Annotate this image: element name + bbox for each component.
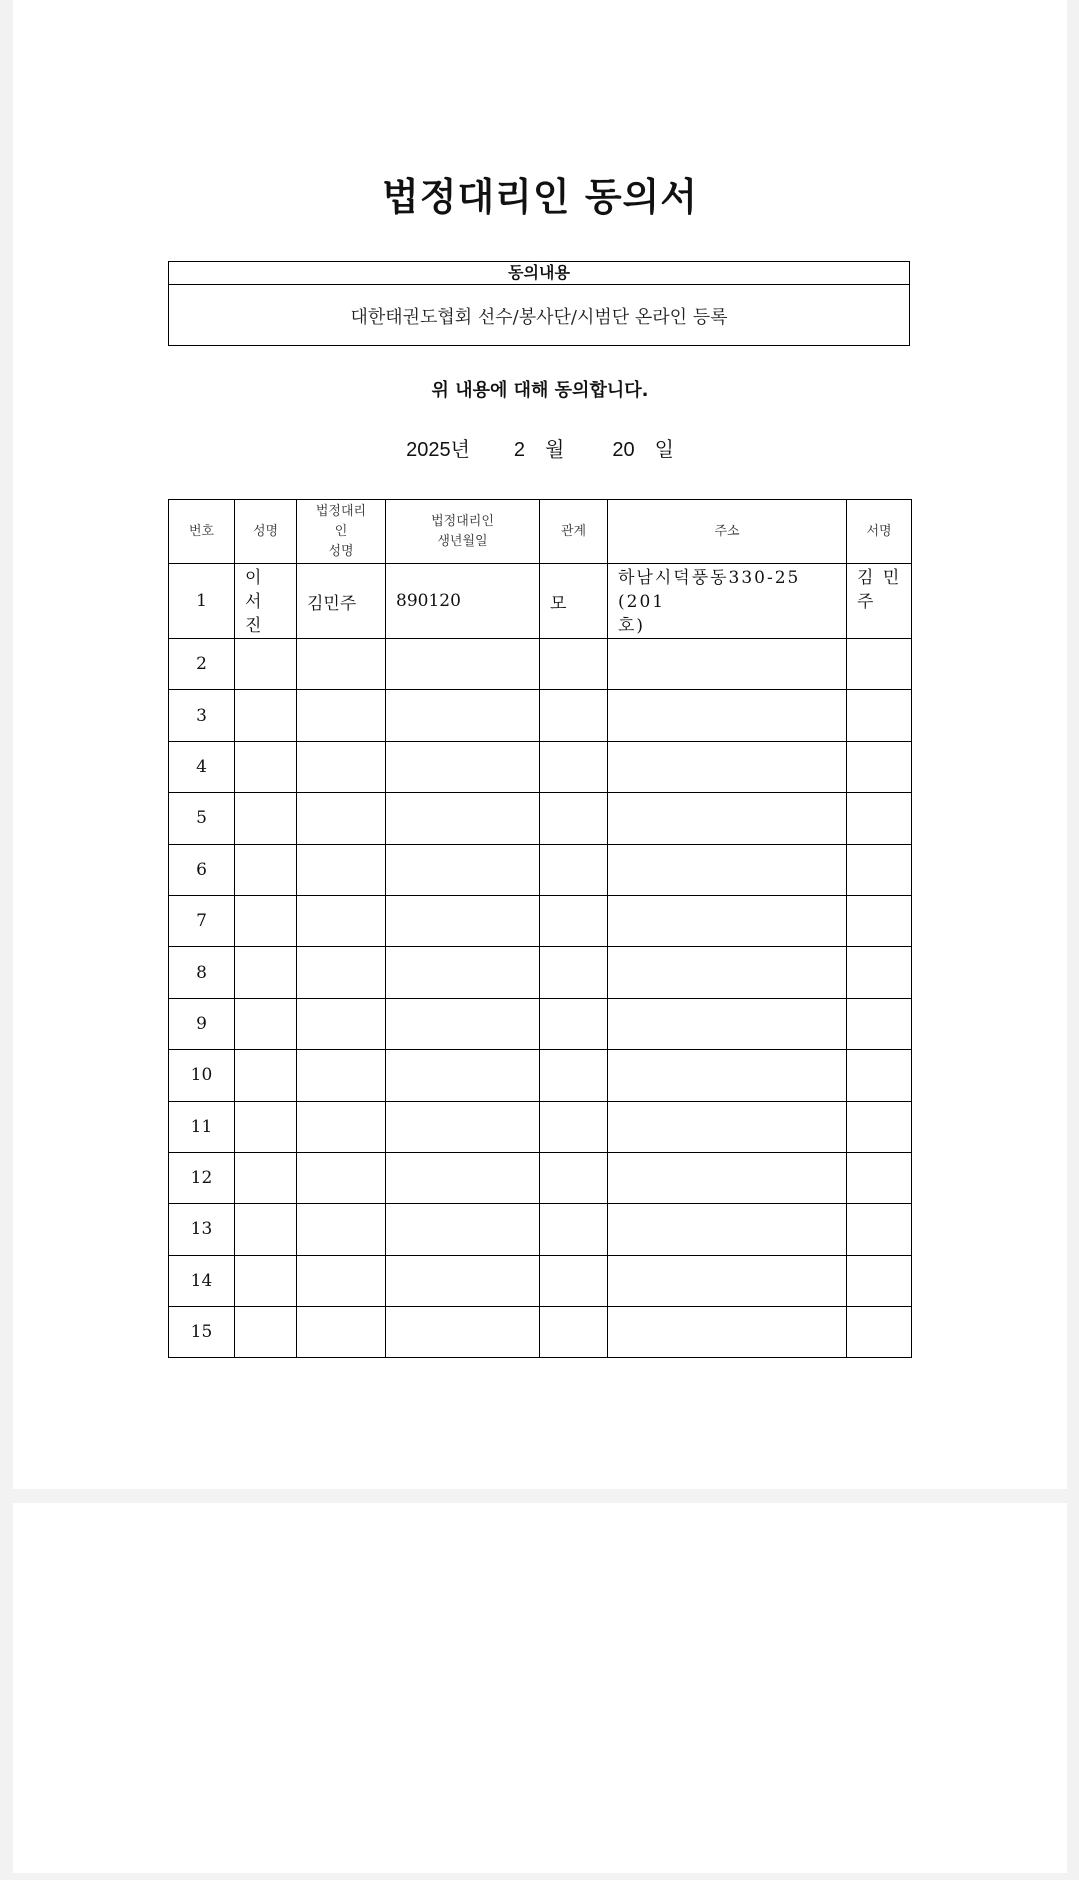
cell-name — [235, 844, 297, 895]
cell-address — [608, 998, 847, 1049]
cell-address — [608, 844, 847, 895]
cell-signature — [847, 1101, 912, 1152]
document-page-1 — [13, 0, 1067, 1489]
cell-name — [235, 1255, 297, 1306]
cell-no: 8 — [169, 947, 235, 998]
table-row — [169, 895, 912, 946]
cell-no: 6 — [169, 844, 235, 895]
cell-no: 11 — [169, 1101, 235, 1152]
cell-signature — [847, 1307, 912, 1358]
cell-name — [235, 690, 297, 741]
date-day: 20 — [612, 439, 635, 461]
cell-guardian-name — [297, 1101, 386, 1152]
cell-guardian-name — [297, 639, 386, 690]
cell-name — [235, 1101, 297, 1152]
date-line — [13, 433, 1067, 462]
cell-guardian-name — [297, 895, 386, 946]
table-row — [169, 1255, 912, 1306]
cell-guardian-name — [297, 793, 386, 844]
cell-signature — [847, 1152, 912, 1203]
cell-guardian-birth — [386, 947, 540, 998]
cell-address — [608, 793, 847, 844]
date-month: 2 — [513, 439, 526, 461]
cell-guardian-birth: 890120 — [386, 564, 540, 639]
cell-name — [235, 1204, 297, 1255]
cell-signature — [847, 690, 912, 741]
cell-address: 하남시덕풍동330-25 (201 호) — [608, 564, 847, 639]
cell-address — [608, 1152, 847, 1203]
cell-no: 5 — [169, 793, 235, 844]
cell-signature — [847, 1050, 912, 1101]
cell-guardian-name — [297, 690, 386, 741]
cell-guardian-birth — [386, 1307, 540, 1358]
cell-guardian-birth — [386, 793, 540, 844]
cell-relation — [540, 844, 608, 895]
cell-address — [608, 1101, 847, 1152]
cell-guardian-birth — [386, 844, 540, 895]
cell-signature — [847, 741, 912, 792]
cell-signature — [847, 1255, 912, 1306]
cell-address — [608, 895, 847, 946]
cell-relation — [540, 1307, 608, 1358]
cell-name — [235, 793, 297, 844]
table-row — [169, 947, 912, 998]
cell-no: 14 — [169, 1255, 235, 1306]
table-row — [169, 564, 912, 639]
cell-guardian-birth — [386, 1101, 540, 1152]
header-address: 주소 — [608, 500, 847, 564]
cell-relation — [540, 1255, 608, 1306]
table-row — [169, 1204, 912, 1255]
cell-address — [608, 1204, 847, 1255]
date-year: 2025년 — [406, 439, 470, 461]
table-row — [169, 1307, 912, 1358]
cell-name — [235, 895, 297, 946]
cell-relation — [540, 741, 608, 792]
consent-content: 대한태권도협회 선수/봉사단/시범단 온라인 등록 — [350, 306, 728, 328]
cell-address — [608, 1255, 847, 1306]
cell-address — [608, 1307, 847, 1358]
cell-relation — [540, 895, 608, 946]
cell-address — [608, 741, 847, 792]
header-signature: 서명 — [847, 500, 912, 564]
table-row — [169, 844, 912, 895]
cell-guardian-birth — [386, 895, 540, 946]
cell-guardian-birth — [386, 690, 540, 741]
cell-relation — [540, 793, 608, 844]
cell-address — [608, 690, 847, 741]
cell-relation — [540, 947, 608, 998]
cell-signature — [847, 793, 912, 844]
cell-relation — [540, 1204, 608, 1255]
table-row — [169, 998, 912, 1049]
cell-guardian-name — [297, 844, 386, 895]
table-row — [169, 1050, 912, 1101]
cell-no: 1 — [169, 564, 235, 639]
cell-signature — [847, 947, 912, 998]
cell-guardian-name — [297, 998, 386, 1049]
cell-guardian-name — [297, 1255, 386, 1306]
header-name: 성명 — [235, 500, 297, 564]
cell-name — [235, 1152, 297, 1203]
cell-relation — [540, 998, 608, 1049]
cell-no: 9 — [169, 998, 235, 1049]
cell-name — [235, 639, 297, 690]
cell-signature — [847, 844, 912, 895]
cell-guardian-birth — [386, 1204, 540, 1255]
guardian-table — [168, 499, 912, 1358]
date-month-unit: 월 — [545, 439, 565, 461]
cell-guardian-name — [297, 1204, 386, 1255]
cell-no: 12 — [169, 1152, 235, 1203]
cell-guardian-name — [297, 947, 386, 998]
cell-signature: 김 민 주 — [847, 564, 912, 639]
consent-header: 동의내용 — [169, 262, 909, 285]
cell-relation — [540, 690, 608, 741]
cell-name: 이 서 진 — [235, 564, 297, 639]
cell-name — [235, 947, 297, 998]
header-no: 번호 — [169, 500, 235, 564]
cell-guardian-name — [297, 741, 386, 792]
document-title: 법정대리인 동의서 — [382, 175, 698, 219]
agree-statement: 위 내용에 대해 동의합니다. — [431, 380, 649, 401]
cell-relation — [540, 1101, 608, 1152]
cell-guardian-birth — [386, 639, 540, 690]
cell-signature — [847, 639, 912, 690]
cell-no: 7 — [169, 895, 235, 946]
table-row — [169, 639, 912, 690]
cell-guardian-birth — [386, 998, 540, 1049]
header-relation: 관계 — [540, 500, 608, 564]
cell-address — [608, 1050, 847, 1101]
cell-guardian-name — [297, 1050, 386, 1101]
cell-guardian-birth — [386, 1152, 540, 1203]
cell-no: 10 — [169, 1050, 235, 1101]
cell-signature — [847, 1204, 912, 1255]
cell-guardian-name — [297, 1307, 386, 1358]
cell-no: 2 — [169, 639, 235, 690]
table-row — [169, 793, 912, 844]
date-day-unit: 일 — [654, 439, 674, 461]
cell-guardian-birth — [386, 1255, 540, 1306]
cell-name — [235, 741, 297, 792]
cell-name — [235, 998, 297, 1049]
cell-guardian-birth — [386, 1050, 540, 1101]
header-guardian-name: 법정대리 인 성명 — [297, 500, 386, 564]
table-row — [169, 1152, 912, 1203]
cell-guardian-birth — [386, 741, 540, 792]
cell-name — [235, 1050, 297, 1101]
cell-relation: 모 — [540, 564, 608, 639]
table-header-row — [169, 500, 912, 564]
cell-relation — [540, 1050, 608, 1101]
table-row — [169, 741, 912, 792]
cell-relation — [540, 639, 608, 690]
cell-no: 3 — [169, 690, 235, 741]
cell-guardian-name — [297, 1152, 386, 1203]
cell-signature — [847, 998, 912, 1049]
header-guardian-birth: 법정대리인 생년월일 — [386, 500, 540, 564]
table-row — [169, 1101, 912, 1152]
cell-relation — [540, 1152, 608, 1203]
table-row — [169, 690, 912, 741]
cell-address — [608, 639, 847, 690]
cell-no: 13 — [169, 1204, 235, 1255]
cell-signature — [847, 895, 912, 946]
cell-address — [608, 947, 847, 998]
cell-guardian-name: 김민주 — [297, 564, 386, 639]
cell-no: 15 — [169, 1307, 235, 1358]
document-page-2 — [13, 1503, 1067, 1873]
cell-no: 4 — [169, 741, 235, 792]
cell-name — [235, 1307, 297, 1358]
consent-box — [168, 261, 910, 346]
